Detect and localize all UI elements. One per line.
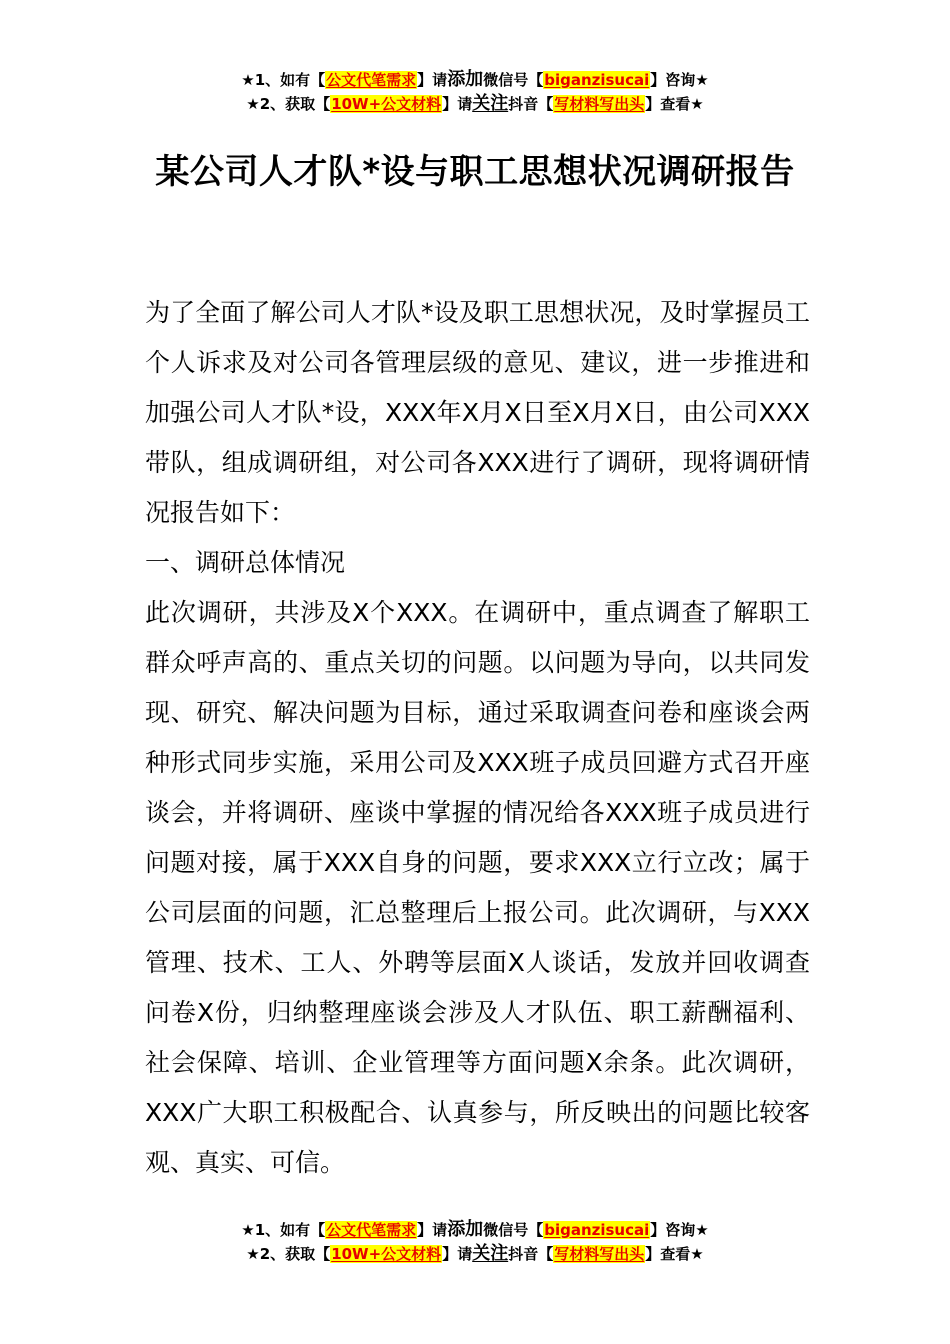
banner-highlight-douyin: 写材料写出头 <box>554 95 645 113</box>
banner-text: ★1、如有【 <box>241 1221 326 1239</box>
section-heading: 一、调研总体情况 <box>145 548 346 577</box>
document-body <box>145 288 810 1188</box>
banner-text: 】咨询★ <box>650 1221 709 1239</box>
banner-text: 】查看★ <box>645 95 704 113</box>
banner-text: 微信号【 <box>483 1221 544 1239</box>
banner-emphasis: 关注 <box>472 93 509 114</box>
banner-highlight-service: 公文代笔需求 <box>326 71 417 89</box>
banner-text: 抖音【 <box>508 1245 554 1263</box>
document-title: 某公司人才队*设与职工思想状况调研报告 <box>155 152 795 192</box>
banner-emphasis: 添加 <box>447 69 484 90</box>
banner-text: 微信号【 <box>483 71 544 89</box>
banner-line-2 <box>0 92 950 116</box>
banner-emphasis: 关注 <box>472 1243 509 1264</box>
banner-text: 】请 <box>442 95 473 113</box>
banner-emphasis: 添加 <box>447 1219 484 1240</box>
banner-text: 】请 <box>417 71 448 89</box>
banner-text: ★1、如有【 <box>241 71 326 89</box>
banner-text: 】咨询★ <box>650 71 709 89</box>
banner-highlight-wechat-id: biganzisucai <box>544 71 650 89</box>
paragraph-overview: 此次调研，共涉及X个XXX。在调研中，重点调查了解职工群众呼声高的、重点关切的问题。以问题为导向，以共同发现、研究、解决问题为目标，通过采取调查问卷和座谈会两种形式同步实施，采用公司及XXX班子成员回避方式召开座谈会，并将调研、座谈中掌握的情况给各XXX班子成员进行问题对接，属于XXX自身的问题，要求XXX立行立改；属于公司层面的问题，汇总整理后上报公司。此次调研，与XXX管理、技术、工人、外聘等层面X人谈话，发放并回收调查问卷X份，归纳整理座谈会涉及人才队伍、职工薪酬福利、社会保障、培训、企业管理等方面问题X余条。此次调研，XXX广大职工积极配合、认真参与，所反映出的问题比较客观、真实、可信。 <box>145 598 810 1177</box>
banner-line-1 <box>0 68 950 92</box>
banner-highlight-service: 公文代笔需求 <box>326 1221 417 1239</box>
banner-text: ★2、获取【 <box>246 1245 331 1263</box>
banner-text: 】请 <box>417 1221 448 1239</box>
banner-highlight-douyin: 写材料写出头 <box>554 1245 645 1263</box>
banner-highlight-materials: 10W+公文材料 <box>331 1245 442 1263</box>
banner-text: ★2、获取【 <box>246 95 331 113</box>
banner-line-1 <box>0 1218 950 1242</box>
banner-text: 】请 <box>442 1245 473 1263</box>
banner-highlight-wechat-id: biganzisucai <box>544 1221 650 1239</box>
banner-line-2 <box>0 1242 950 1266</box>
banner-text: 抖音【 <box>508 95 554 113</box>
footer-banner <box>0 1218 950 1266</box>
header-banner <box>0 68 950 116</box>
paragraph-intro: 为了全面了解公司人才队*设及职工思想状况，及时掌握员工个人诉求及对公司各管理层级的意见、建议，进一步推进和加强公司人才队*设，XXX年X月X日至X月X日，由公司XXX带队，组成调研组，对公司各XXX进行了调研，现将调研情况报告如下： <box>145 298 810 527</box>
banner-text: 】查看★ <box>645 1245 704 1263</box>
banner-highlight-materials: 10W+公文材料 <box>331 95 442 113</box>
